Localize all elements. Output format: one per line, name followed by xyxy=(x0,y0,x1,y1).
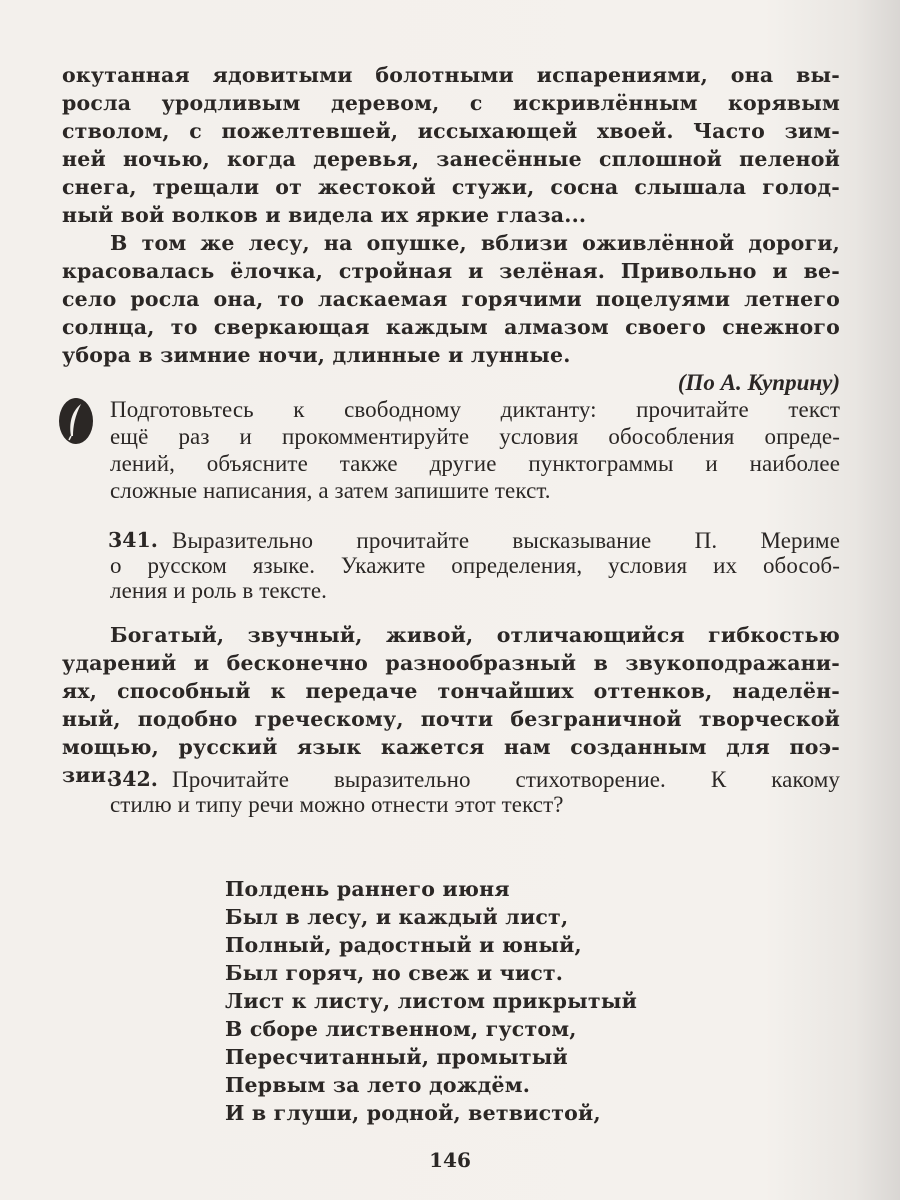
exercise-342 xyxy=(62,767,840,817)
quill-pen-icon xyxy=(59,398,93,444)
text-line: окутанная ядовитыми болотными испарениями, она вы- xyxy=(62,63,840,87)
text-line: ях, способный к передаче тончайших оттенков, наделён- xyxy=(62,679,840,703)
exercise-number: 341. xyxy=(108,528,158,552)
source-attribution: (По А. Куприну) xyxy=(677,370,840,395)
text-line: ный, подобно греческому, почти безграничной творческой xyxy=(62,707,840,731)
text-line: зии. xyxy=(62,763,114,787)
text-line: Лист к листу, листом прикрытый xyxy=(225,989,637,1013)
text-line: стволом, с пожелтевшей, иссыхающей хвоей. Часто зим- xyxy=(62,119,840,143)
text-line: Был горяч, но свеж и чист. xyxy=(225,961,564,985)
text-line: село росла она, то ласкаемая горячими поцелуями летнего xyxy=(62,287,840,311)
text-line: Богатый, звучный, живой, отличающийся гибкостью xyxy=(110,623,840,647)
text-line: лений, объясните также другие пунктограммы и наиболее xyxy=(110,451,840,476)
text-line: Прочитайте выразительно стихотворение. К какому xyxy=(172,767,840,792)
text-line: красовалась ёлочка, стройная и зелёная. Привольно и ве- xyxy=(62,259,840,283)
text-line: росла уродливым деревом, с искривлённым корявым xyxy=(62,91,840,115)
text-line: мощью, русский язык кажется нам созданным для поэ- xyxy=(62,735,840,759)
exercise-341 xyxy=(62,528,840,603)
text-line: сложные написания, а затем запишите текст. xyxy=(110,478,551,503)
text-line: Выразительно прочитайте высказывание П. Мериме xyxy=(172,528,840,553)
poem xyxy=(225,875,825,1127)
page-number: 146 xyxy=(429,1148,471,1172)
text-line: Полдень раннего июня xyxy=(225,877,510,901)
text-line: Первым за лето дождём. xyxy=(225,1073,531,1097)
text-line: В сборе лиственном, густом, xyxy=(225,1017,577,1041)
text-line: И в глуши, родной, ветвистой, xyxy=(225,1101,601,1125)
text-line: ней ночью, когда деревья, занесённые сплошной пеленой xyxy=(62,147,840,171)
meriment-quote xyxy=(62,621,840,789)
text-line: ный вой волков и видела их яркие глаза... xyxy=(62,203,587,227)
text-excerpt-kuprin xyxy=(62,61,840,369)
text-line: Пересчитанный, промытый xyxy=(225,1045,568,1069)
text-line: ещё раз и прокомментируйте условия обособления опреде- xyxy=(110,424,840,449)
text-line: снега, трещали от жестокой стужи, сосна слышала голод- xyxy=(62,175,840,199)
task-dictation-instructions xyxy=(110,396,840,504)
text-line: В том же лесу, на опушке, вблизи оживлённой дороги, xyxy=(110,231,840,255)
text-line: ударений и бесконечно разнообразный в звукоподражани- xyxy=(62,651,840,675)
text-line: Был в лесу, и каждый лист, xyxy=(225,905,569,929)
text-line: Полный, радостный и юный, xyxy=(225,933,582,957)
text-line: о русском языке. Укажите определения, условия их обособ- xyxy=(110,553,840,578)
text-line: стилю и типу речи можно отнести этот текст? xyxy=(110,792,564,817)
text-line: убора в зимние ночи, длинные и лунные. xyxy=(62,343,571,367)
text-line: ления и роль в тексте. xyxy=(110,578,327,603)
text-line: солнца, то сверкающая каждым алмазом своего снежного xyxy=(62,315,840,339)
text-line: Подготовьтесь к свободному диктанту: прочитайте текст xyxy=(110,397,840,422)
exercise-number: 342. xyxy=(108,767,158,791)
